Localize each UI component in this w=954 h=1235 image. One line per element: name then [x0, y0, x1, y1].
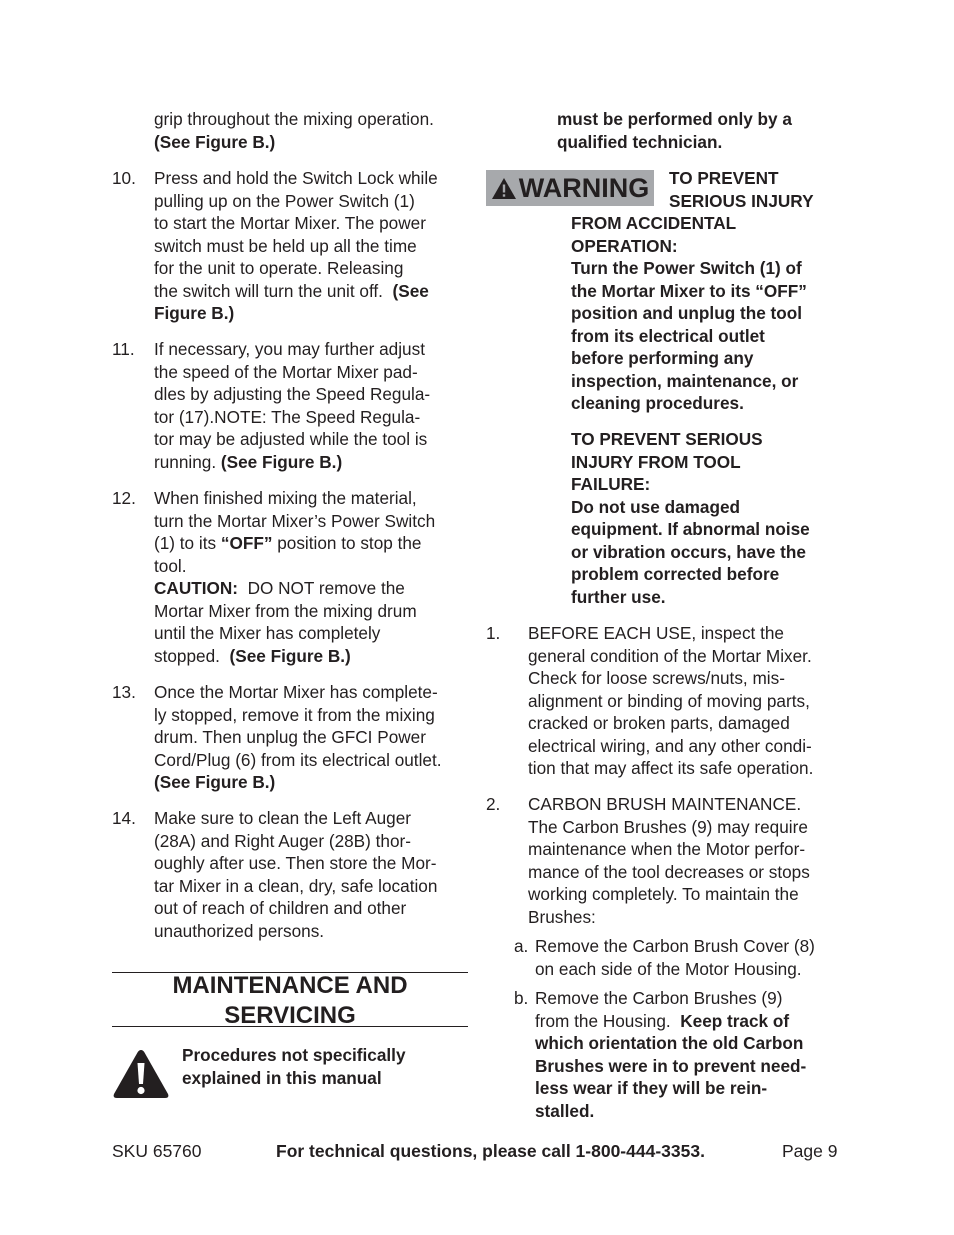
- text-line: If necessary, you may further adjust: [154, 339, 425, 359]
- text-line: FAILURE:: [571, 474, 651, 494]
- section-title: [112, 971, 468, 1031]
- text-line: Remove the Carbon Brush Cover (8): [535, 936, 815, 956]
- text-line: [154, 451, 470, 474]
- text-run: (1) to its: [154, 533, 221, 553]
- text-line: out of reach of children and other: [154, 898, 407, 918]
- step-10-text: [154, 167, 470, 325]
- text-line: TO PREVENT SERIOUS: [571, 429, 763, 449]
- intro-line: grip throughout the mixing operation.: [154, 109, 434, 129]
- text-line: position and unplug the tool: [571, 303, 803, 323]
- text-line: Turn the Power Switch (1) of: [571, 258, 802, 278]
- figure-ref: (See Figure B.): [220, 451, 343, 472]
- text-line: before performing any: [571, 348, 754, 368]
- footer-page-number: Page 9: [782, 1141, 838, 1161]
- text-line: tool.: [154, 555, 187, 576]
- text-line: CARBON BRUSH MAINTENANCE.: [528, 794, 802, 814]
- step-number: 12.: [112, 488, 136, 508]
- text-line: tar Mixer in a clean, dry, safe location: [154, 875, 438, 896]
- step-number: 11.: [112, 339, 135, 359]
- text-line: BEFORE EACH USE, inspect the: [528, 623, 784, 643]
- text-line: qualified technician.: [557, 131, 723, 152]
- text-line: Procedures not specifically: [182, 1045, 406, 1065]
- text-line: Check for loose screws/nuts, mis-: [528, 668, 785, 688]
- text-line: the speed of the Mortar Mixer pad-: [154, 361, 418, 382]
- step-number: 14.: [112, 808, 136, 828]
- text-line: Remove the Carbon Brushes (9): [535, 988, 783, 1008]
- text-line: explained in this manual: [182, 1067, 382, 1088]
- sub-item-a-text: [535, 935, 850, 980]
- text-run: stopped.: [154, 645, 230, 666]
- text-run: DO NOT remove the: [238, 578, 405, 598]
- text-line: TO PREVENT: [669, 168, 779, 188]
- step-number: 13.: [112, 682, 136, 702]
- text-line: Brushes were in to prevent need-: [535, 1055, 807, 1076]
- caution-note: [182, 1044, 472, 1089]
- step-13-text: [154, 681, 474, 794]
- text-line: cracked or broken parts, damaged: [528, 713, 790, 733]
- item-number: 1.: [486, 623, 501, 643]
- warning-badge: [486, 170, 654, 206]
- item-2-text: [528, 793, 846, 928]
- warning-triangle-icon: [491, 177, 517, 200]
- text-line: [154, 577, 470, 600]
- text-line: unauthorized persons.: [154, 920, 325, 941]
- text-line: for the unit to operate. Releasing: [154, 258, 404, 278]
- text-line: SERIOUS INJURY: [669, 190, 814, 211]
- section-title-line: SERVICING: [224, 1002, 356, 1029]
- caution-label: CAUTION:: [154, 578, 239, 598]
- sub-item-label: a.: [514, 936, 529, 956]
- footer-contact: For technical questions, please call 1-800-444-3353.: [276, 1141, 705, 1161]
- figure-ref: (See: [392, 280, 429, 301]
- text-line: turn the Mortar Mixer’s Power Switch: [154, 510, 436, 531]
- text-run: running.: [154, 451, 221, 472]
- text-line: [154, 645, 470, 668]
- footer-sku: SKU 65760: [112, 1141, 202, 1161]
- text-line: electrical wiring, and any other condi-: [528, 735, 812, 756]
- step-14-text: [154, 807, 470, 942]
- text-line: Mortar Mixer from the mixing drum: [154, 600, 417, 621]
- text-line: must be performed only by a: [557, 109, 792, 129]
- text-line: or vibration occurs, have the: [571, 541, 806, 562]
- text-line: less wear if they will be rein-: [535, 1078, 768, 1098]
- sub-item-label: b.: [514, 988, 529, 1008]
- text-run: Keep track of: [680, 1010, 790, 1031]
- warning-1-body: [571, 212, 851, 415]
- text-line: INJURY FROM TOOL: [571, 451, 741, 472]
- qualified-technician-note: [557, 108, 857, 153]
- text-line: on each side of the Motor Housing.: [535, 958, 802, 979]
- figure-ref: (See Figure B.): [229, 645, 351, 666]
- text-run: the switch will turn the unit off.: [154, 280, 393, 301]
- text-line: [535, 1010, 850, 1033]
- step-number: 10.: [112, 168, 136, 188]
- text-line: maintenance when the Motor perfor-: [528, 839, 806, 859]
- section-title-line: MAINTENANCE AND: [172, 972, 408, 999]
- step-12-text: [154, 487, 470, 667]
- text-line: [154, 532, 470, 555]
- text-line: tion that may affect its safe operation.: [528, 758, 814, 778]
- text-line: ly stopped, remove it from the mixing: [154, 704, 435, 725]
- caution-triangle-icon: [112, 1048, 170, 1100]
- text-line: Press and hold the Switch Lock while: [154, 168, 438, 188]
- text-line: drum. Then unplug the GFCI Power: [154, 727, 426, 747]
- text-line: equipment. If abnormal noise: [571, 519, 810, 539]
- text-line: Make sure to clean the Left Auger: [154, 808, 412, 828]
- text-line: Once the Mortar Mixer has complete-: [154, 682, 438, 702]
- text-line: cleaning procedures.: [571, 393, 744, 413]
- text-line: working completely. To maintain the: [528, 884, 799, 904]
- text-line: tor (17).NOTE: The Speed Regula-: [154, 406, 421, 427]
- text-line: which orientation the old Carbon: [535, 1033, 804, 1053]
- text-line: pulling up on the Power Switch (1): [154, 190, 415, 211]
- section-rule-bottom: [112, 1026, 468, 1027]
- intro-text: [154, 108, 470, 153]
- figure-ref: (See Figure B.): [154, 772, 276, 792]
- text-line: stalled.: [535, 1100, 595, 1121]
- text-run: position to stop the: [272, 533, 422, 553]
- text-line: tor may be adjusted while the tool is: [154, 429, 428, 449]
- item-1-text: [528, 622, 846, 780]
- text-line: The Carbon Brushes (9) may require: [528, 816, 808, 837]
- text-line: OPERATION:: [571, 235, 678, 256]
- warning-2-body: [571, 428, 851, 608]
- warning-1-heading: [669, 167, 849, 212]
- text-line: dles by adjusting the Speed Regula-: [154, 384, 431, 404]
- text-line: (28A) and Right Auger (28B) thor-: [154, 830, 411, 851]
- text-line: from its electrical outlet: [571, 325, 765, 346]
- text-line: further use.: [571, 586, 666, 607]
- item-number: 2.: [486, 794, 501, 814]
- text-line: until the Mixer has completely: [154, 623, 381, 643]
- text-line: FROM ACCIDENTAL: [571, 213, 737, 233]
- sub-item-b-text: [535, 987, 850, 1122]
- text-line: mance of the tool decreases or stops: [528, 861, 810, 882]
- text-line: Cord/Plug (6) from its electrical outlet.: [154, 749, 442, 770]
- text-line: problem corrected before: [571, 564, 780, 584]
- text-line: Brushes:: [528, 906, 596, 927]
- text-line: to start the Mortar Mixer. The power: [154, 213, 426, 233]
- figure-ref: (See Figure B.): [154, 131, 276, 152]
- text-line: alignment or binding of moving parts,: [528, 690, 810, 711]
- text-line: [154, 280, 470, 303]
- text-line: Do not use damaged: [571, 496, 741, 517]
- text-line: general condition of the Mortar Mixer.: [528, 645, 812, 666]
- text-line: When finished mixing the material,: [154, 488, 417, 508]
- step-11-text: [154, 338, 470, 473]
- text-run: from the Housing.: [535, 1010, 681, 1031]
- off-label: “OFF”: [220, 533, 273, 553]
- text-line: switch must be held up all the time: [154, 235, 417, 256]
- figure-ref: Figure B.): [154, 303, 235, 323]
- text-line: the Mortar Mixer to its “OFF”: [571, 280, 807, 301]
- warning-label: WARNING: [518, 172, 650, 203]
- text-line: oughly after use. Then store the Mor-: [154, 853, 437, 873]
- text-line: inspection, maintenance, or: [571, 370, 799, 391]
